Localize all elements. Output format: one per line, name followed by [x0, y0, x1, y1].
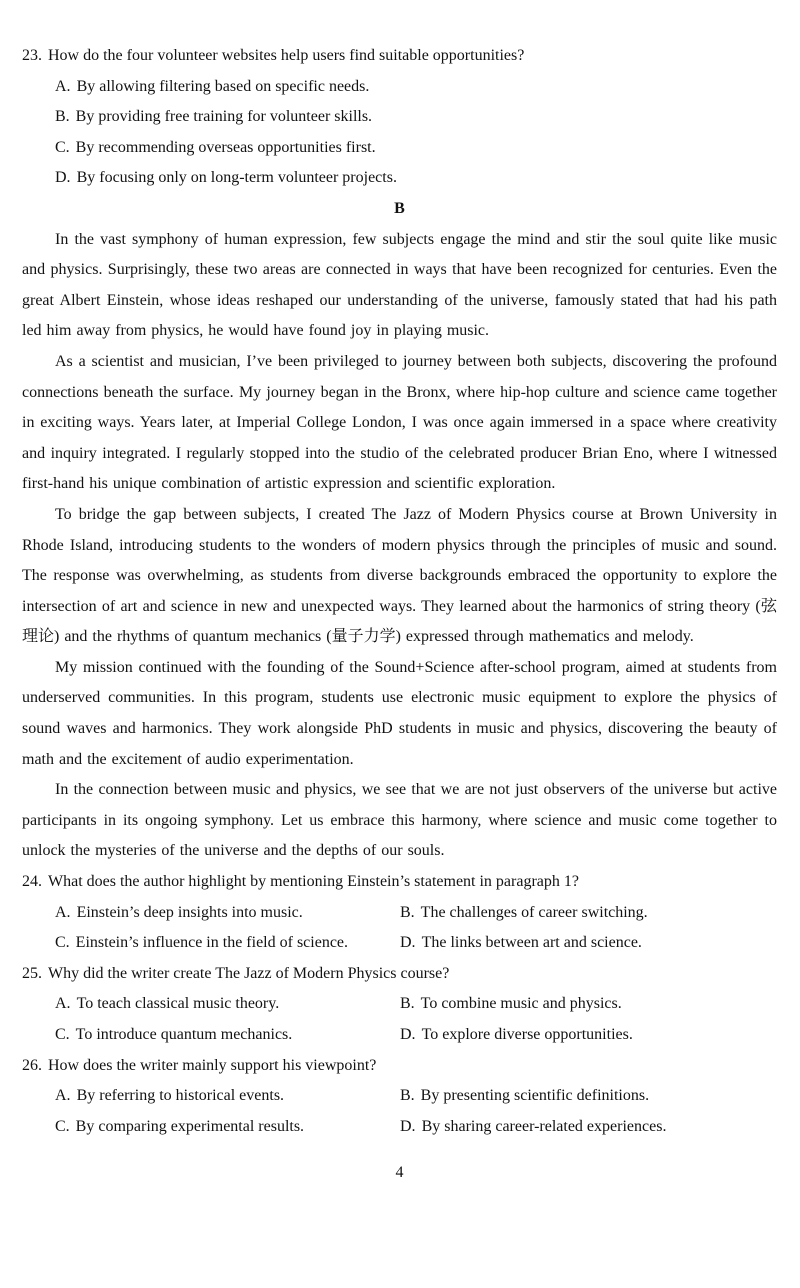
question-25-option-b	[400, 989, 777, 1020]
question-26-option-d	[400, 1112, 777, 1143]
option-label: C.	[55, 1026, 70, 1043]
question-25-options-row-2	[22, 1020, 777, 1051]
passage-section-heading: B	[394, 199, 405, 217]
question-23-number: 23.	[22, 47, 42, 64]
question-23	[22, 41, 777, 72]
option-text: To combine music and physics.	[420, 995, 622, 1013]
passage-paragraph-1: In the vast symphony of human expression, few subjects engage the mind and stir the soul quite like music and physics. Surprisingly, these two areas are connected in ways that have been recognized for centuries. Even the great Albert Einstein, whose ideas reshaped our understanding of the universe, famously stated that had his path led him away from physics, he would have found joy in playing music.	[22, 230, 777, 340]
option-text: By referring to historical events.	[76, 1087, 285, 1105]
option-label: B.	[55, 108, 70, 126]
option-text: By presenting scientific definitions.	[420, 1087, 650, 1105]
question-26-option-c	[22, 1112, 400, 1143]
question-24-number: 24.	[22, 873, 42, 891]
passage-paragraph-3: To bridge the gap between subjects, I created The Jazz of Modern Physics course at Brown University in Rhode Island, introducing students to the wonders of modern physics through the principles of music and sound. The response was overwhelming, as students from diverse backgrounds embraced the opportunity to explore the intersection of art and science in new and unexpected ways. They learned about the harmonics of string theory (弦理论) and the rhythms of quantum mechanics (量子力学) expressed through mathematics and melody.	[22, 505, 777, 646]
question-25-option-d	[400, 1020, 777, 1051]
option-text: By comparing experimental results.	[75, 1117, 305, 1135]
passage-paragraph-4: My mission continued with the founding of the Sound+Science after-school program, aimed at students from underserved communities. In this program, students use electronic music equipment to explore the physics of sound waves and harmonics. They work alongside PhD students in music and physics, discovering the beauty of math and the excitement of audio experimentation.	[22, 658, 777, 768]
option-text: By providing free training for volunteer skills.	[75, 108, 373, 126]
option-text: To teach classical music theory.	[76, 995, 280, 1013]
question-26-number: 26.	[22, 1056, 42, 1074]
question-24-options-row-1	[22, 898, 777, 929]
passage-paragraph-2: As a scientist and musician, I’ve been privileged to journey between both subjects, discovering the profound connections beneath the surface. My journey began in the Bronx, where hip-hop culture and science came together in exciting ways. Years later, at Imperial College London, I was once again immersed in a space where creativity and inquiry integrated. I regularly stopped into the studio of the celebrated producer Brian Eno, where I witnessed first-hand his unique combination of artistic expression and scientific exploration.	[22, 352, 777, 493]
option-label: B.	[400, 995, 415, 1013]
option-text: By focusing only on long-term volunteer projects.	[76, 169, 397, 187]
question-23-text: How do the four volunteer websites help users find suitable opportunities?	[48, 47, 525, 64]
question-26	[22, 1051, 777, 1082]
question-23-option-d	[22, 163, 777, 194]
option-label: C.	[55, 934, 70, 952]
question-24-text: What does the author highlight by mentioning Einstein’s statement in paragraph 1?	[48, 873, 579, 891]
passage-paragraph-5: In the connection between music and physics, we see that we are not just observers of the universe but active participants in its ongoing symphony. Let us embrace this harmony, where science and music come together to unlock the mysteries of the universe and the depths of our souls.	[22, 781, 777, 860]
question-26-option-a	[22, 1081, 400, 1112]
option-label: A.	[55, 903, 71, 921]
option-label: D.	[400, 1026, 416, 1043]
option-label: C.	[55, 1117, 70, 1135]
question-24	[22, 867, 777, 898]
question-25	[22, 959, 777, 990]
question-25-option-a	[22, 989, 400, 1020]
question-24-options-row-2	[22, 928, 777, 959]
option-label: B.	[400, 903, 415, 921]
option-label: A.	[55, 1087, 71, 1105]
option-text: By allowing filtering based on specific needs.	[76, 77, 370, 95]
option-text: Einstein’s influence in the field of science.	[75, 934, 349, 952]
question-26-options-row-2	[22, 1112, 777, 1143]
option-label: A.	[55, 77, 71, 95]
question-23-option-b	[22, 102, 777, 133]
option-label: C.	[55, 138, 70, 156]
question-25-option-c	[22, 1020, 400, 1051]
page-number: 4	[395, 1164, 404, 1182]
question-23-option-a	[22, 72, 777, 103]
option-label: D.	[400, 1117, 416, 1135]
option-text: By sharing career-related experiences.	[421, 1117, 667, 1135]
option-label: A.	[55, 995, 71, 1013]
question-24-option-c	[22, 928, 400, 959]
option-text: The challenges of career switching.	[420, 903, 648, 921]
question-25-number: 25.	[22, 964, 42, 982]
option-text: To introduce quantum mechanics.	[75, 1026, 293, 1043]
question-24-option-b	[400, 898, 777, 929]
question-24-option-a	[22, 898, 400, 929]
option-text: To explore diverse opportunities.	[421, 1026, 633, 1043]
option-text: By recommending overseas opportunities first.	[75, 138, 376, 156]
question-25-options-row-1	[22, 989, 777, 1020]
option-text: The links between art and science.	[421, 934, 642, 952]
question-26-option-b	[400, 1081, 777, 1112]
option-label: D.	[400, 934, 416, 952]
question-23-option-c	[22, 133, 777, 164]
option-label: D.	[55, 169, 71, 187]
question-26-text: How does the writer mainly support his viewpoint?	[48, 1056, 377, 1074]
option-label: B.	[400, 1087, 415, 1105]
question-25-text: Why did the writer create The Jazz of Modern Physics course?	[48, 964, 450, 982]
question-24-option-d	[400, 928, 777, 959]
question-26-options-row-1	[22, 1081, 777, 1112]
option-text: Einstein’s deep insights into music.	[76, 903, 303, 921]
